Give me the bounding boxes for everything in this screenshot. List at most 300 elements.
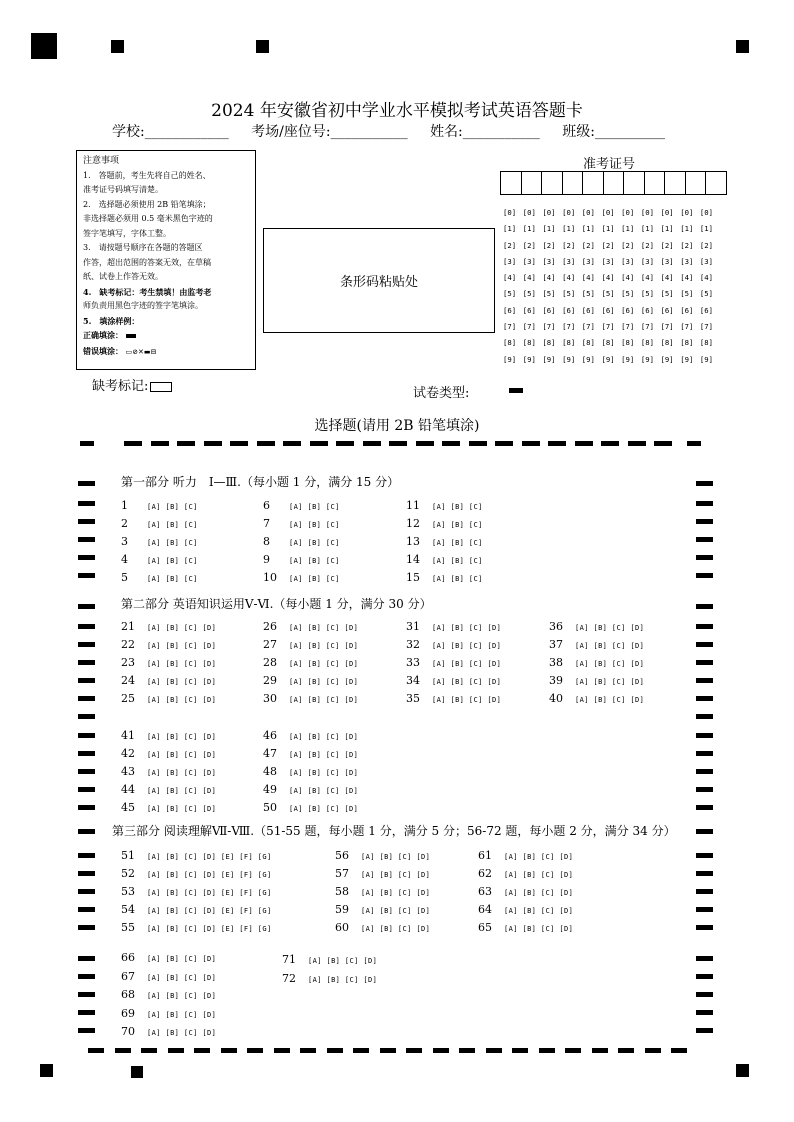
exam-id-bubble[interactable]: [1] — [581, 224, 595, 234]
question-number: 22 — [121, 638, 135, 651]
exam-id-bubble[interactable]: [5] — [699, 289, 714, 299]
exam-id-bubble[interactable]: [9] — [522, 354, 536, 364]
question-row — [263, 638, 358, 651]
question-row — [121, 553, 198, 566]
answer-bubbles[interactable]: [A] [B] [C] — [289, 557, 340, 565]
question-row — [263, 535, 340, 548]
timing-dash — [80, 441, 94, 446]
question-number: 15 — [406, 571, 420, 584]
timing-dash — [601, 441, 619, 446]
exam-id-bubble[interactable]: [8] — [562, 338, 576, 348]
timing-dash — [151, 441, 169, 446]
timing-mark — [111, 40, 124, 53]
timing-mark — [696, 604, 713, 609]
exam-id-bubble[interactable]: [7] — [581, 322, 595, 332]
exam-id-bubble[interactable]: [3] — [522, 256, 536, 266]
question-row — [406, 553, 483, 566]
exam-id-bubble[interactable]: [3] — [562, 256, 576, 266]
timing-dash — [628, 441, 646, 446]
exam-id-bubble[interactable]: [1] — [562, 224, 576, 234]
answer-bubbles[interactable]: [A] [B] [C] — [289, 503, 340, 511]
answer-bubbles[interactable]: [A] [B] [C] [D] — [575, 624, 645, 632]
question-row — [406, 517, 483, 530]
paper-type-bubble[interactable] — [509, 388, 523, 393]
question-number: 43 — [121, 765, 135, 778]
exam-id-bubble[interactable]: [4] — [503, 273, 517, 283]
timing-dash — [539, 1048, 555, 1053]
exam-id-digit-box[interactable] — [685, 171, 707, 195]
answer-bubbles[interactable]: [A] [B] [C] [D] [E] [F] [G] — [147, 889, 272, 897]
question-number: 13 — [406, 535, 420, 548]
exam-id-bubble[interactable]: [8] — [581, 338, 595, 348]
exam-id-bubble[interactable]: [1] — [680, 224, 694, 234]
exam-id-bubble[interactable]: [3] — [699, 256, 714, 266]
exam-id-bubble[interactable]: [0] — [640, 208, 654, 217]
question-row — [263, 783, 358, 796]
question-number: 27 — [263, 638, 277, 651]
exam-id-bubble[interactable]: [7] — [601, 322, 615, 332]
exam-id-bubble[interactable]: [8] — [699, 338, 714, 348]
timing-dash — [221, 1048, 237, 1053]
exam-id-bubble[interactable]: [6] — [581, 305, 595, 315]
exam-id-bubble[interactable]: [3] — [680, 256, 694, 266]
question-row — [121, 535, 198, 548]
question-row — [263, 747, 358, 760]
answer-bubbles[interactable]: [A] [B] [C] [D] — [361, 871, 431, 879]
name-field[interactable]: 姓名:___________ — [430, 124, 540, 140]
notice-line: 非选择题必须用 0.5 毫米黑色字迹的 — [83, 214, 213, 223]
timing-mark — [78, 481, 95, 486]
exam-id-bubble[interactable]: [3] — [660, 256, 674, 266]
exam-id-bubble[interactable]: [6] — [699, 305, 714, 315]
timing-mark — [78, 537, 95, 542]
answer-bubbles[interactable]: [A] [B] [C] [D] — [147, 696, 217, 704]
exam-id-bubble[interactable]: [7] — [522, 322, 536, 332]
exam-id-bubble[interactable]: [2] — [621, 240, 635, 250]
answer-bubbles[interactable]: [A] [B] [C] [D] — [575, 696, 645, 704]
answer-bubbles[interactable]: [A] [B] [C] [D] — [147, 660, 217, 668]
exam-id-bubble[interactable]: [3] — [581, 256, 595, 266]
part1-heading: 第一部分 听力 Ⅰ—Ⅲ.（每小题 1 分，满分 15 分） — [121, 475, 400, 489]
exam-id-bubble[interactable]: [5] — [503, 289, 517, 299]
exam-id-bubble[interactable]: [7] — [699, 322, 714, 332]
answer-bubbles[interactable]: [A] [B] [C] [D] — [289, 787, 359, 795]
exam-id-digit-box[interactable] — [521, 171, 543, 195]
exam-id-bubble[interactable]: [5] — [562, 289, 576, 299]
exam-id-digit-box[interactable] — [541, 171, 563, 195]
answer-bubbles[interactable]: [A] [B] [C] [D] [E] [F] [G] — [147, 907, 272, 915]
exam-id-bubble[interactable]: [4] — [522, 273, 536, 283]
timing-mark — [696, 660, 713, 665]
answer-bubbles[interactable]: [A] [B] [C] [D] — [289, 660, 359, 668]
exam-id-bubble[interactable]: [7] — [562, 322, 576, 332]
exam-id-bubble[interactable]: [0] — [660, 208, 674, 217]
timing-mark — [78, 660, 95, 665]
exam-id-bubble[interactable]: [1] — [522, 224, 536, 234]
exam-id-bubble[interactable]: [5] — [581, 289, 595, 299]
notice-line: 师负责用黑色字迹的签字笔填涂。 — [83, 301, 203, 310]
room-field[interactable]: 考场/座位号:___________ — [251, 124, 408, 140]
question-row — [121, 692, 216, 705]
notice-line: 3. 请按题号顺序在各题的答题区 — [83, 243, 203, 252]
answer-bubbles[interactable]: [A] [B] [C] [D] — [289, 769, 359, 777]
timing-dash — [194, 1048, 210, 1053]
answer-bubbles[interactable]: [A] [B] [C] [D] — [289, 733, 359, 741]
exam-id-bubble[interactable]: [6] — [621, 305, 635, 315]
question-row — [121, 638, 216, 651]
answer-bubbles[interactable]: [A] [B] [C] [D] — [289, 805, 359, 813]
exam-id-bubble[interactable]: [1] — [503, 224, 517, 234]
answer-bubbles[interactable]: [A] [B] [C] [D] — [147, 751, 217, 759]
exam-id-bubble[interactable]: [4] — [601, 273, 615, 283]
exam-id-bubble[interactable]: [6] — [522, 305, 536, 315]
exam-id-bubble[interactable]: [2] — [522, 240, 536, 250]
exam-id-bubble[interactable]: [1] — [699, 224, 714, 234]
timing-mark — [78, 1010, 95, 1015]
answer-bubbles[interactable]: [A] [B] [C] [D] — [147, 624, 217, 632]
answer-bubbles[interactable]: [A] [B] [C] — [432, 503, 483, 511]
exam-id-bubble[interactable]: [1] — [660, 224, 674, 234]
answer-bubbles[interactable]: [A] [B] [C] — [289, 575, 340, 583]
answer-bubbles[interactable]: [A] [B] [C] [D] — [147, 733, 217, 741]
question-number: 9 — [263, 553, 270, 566]
exam-id-bubble[interactable]: [1] — [601, 224, 615, 234]
exam-id-bubble[interactable]: [8] — [601, 338, 615, 348]
answer-bubbles[interactable]: [A] [B] [C] [D] — [432, 678, 502, 686]
exam-id-boxes[interactable] — [501, 171, 727, 195]
answer-bubbles[interactable]: [A] [B] [C] [D] [E] [F] [G] — [147, 925, 272, 933]
exam-id-bubble[interactable]: [2] — [640, 240, 654, 250]
exam-id-bubble[interactable]: [4] — [699, 273, 714, 283]
exam-id-bubble[interactable]: [3] — [621, 256, 635, 266]
exam-id-bubble[interactable]: [7] — [621, 322, 635, 332]
exam-id-bubble[interactable]: [7] — [660, 322, 674, 332]
answer-bubbles[interactable]: [A] [B] [C] [D] — [504, 889, 574, 897]
answer-bubbles[interactable]: [A] [B] [C] — [432, 521, 483, 529]
exam-id-bubble[interactable]: [8] — [522, 338, 536, 348]
question-row — [263, 620, 358, 633]
question-number: 2 — [121, 517, 128, 530]
exam-id-bubble[interactable]: [4] — [660, 273, 674, 283]
question-number: 54 — [121, 903, 135, 916]
exam-id-bubble[interactable]: [7] — [503, 322, 517, 332]
timing-dash — [687, 441, 701, 446]
exam-id-bubble[interactable]: [9] — [660, 354, 674, 364]
notice-heading: 注意事项 — [83, 156, 120, 166]
answer-bubbles[interactable]: [A] [B] [C] — [147, 539, 198, 547]
exam-id-bubble[interactable]: [2] — [562, 240, 576, 250]
exam-id-bubble[interactable]: [9] — [503, 354, 517, 364]
exam-id-digit-row — [503, 224, 720, 240]
question-number: 48 — [263, 765, 277, 778]
exam-id-bubble[interactable]: [9] — [601, 354, 615, 364]
exam-id-bubble[interactable]: [1] — [621, 224, 635, 234]
answer-bubbles[interactable]: [A] [B] [C] [D] — [147, 973, 217, 982]
exam-id-bubble[interactable]: [6] — [542, 305, 556, 315]
exam-id-bubble[interactable]: [9] — [621, 354, 635, 364]
exam-id-bubble[interactable]: [2] — [542, 240, 556, 250]
exam-id-bubble[interactable]: [8] — [640, 338, 654, 348]
answer-bubbles[interactable]: [A] [B] [C] [D] — [289, 751, 359, 759]
exam-id-digit-box[interactable] — [603, 171, 625, 195]
answer-bubbles[interactable]: [A] [B] [C] [D] — [289, 696, 359, 704]
answer-bubbles[interactable]: [A] [B] [C] [D] — [361, 925, 431, 933]
timing-mark — [78, 642, 95, 647]
timing-mark — [78, 787, 95, 792]
school-field[interactable]: 学校:____________ — [112, 124, 229, 140]
timing-dash — [406, 1048, 422, 1053]
timing-mark — [78, 925, 95, 930]
question-row — [121, 765, 216, 778]
missing-checkbox[interactable] — [150, 382, 172, 392]
exam-id-bubble[interactable]: [9] — [640, 354, 654, 364]
exam-id-bubble[interactable]: [5] — [621, 289, 635, 299]
question-row — [121, 620, 216, 633]
timing-dash — [274, 1048, 290, 1053]
exam-id-bubble[interactable]: [0] — [542, 208, 556, 217]
answer-bubbles[interactable]: [A] [B] [C] [D] — [147, 769, 217, 777]
exam-id-bubble[interactable]: [7] — [542, 322, 556, 332]
timing-mark — [696, 481, 713, 486]
question-number: 53 — [121, 885, 135, 898]
exam-id-digit-box[interactable] — [705, 171, 727, 195]
answer-bubbles[interactable]: [A] [B] [C] [D] — [575, 642, 645, 650]
exam-id-bubble[interactable]: [0] — [581, 208, 595, 217]
exam-id-bubble[interactable]: [4] — [542, 273, 556, 283]
timing-dash — [654, 441, 672, 446]
exam-id-bubble[interactable]: [6] — [562, 305, 576, 315]
exam-id-bubble[interactable]: [5] — [680, 289, 694, 299]
exam-id-bubble[interactable]: [6] — [503, 305, 517, 315]
exam-id-bubble[interactable]: [4] — [562, 273, 576, 283]
timing-mark — [78, 519, 95, 524]
exam-id-digit-box[interactable] — [562, 171, 584, 195]
answer-bubbles[interactable]: [A] [B] [C] [D] — [289, 678, 359, 686]
question-number: 40 — [549, 692, 563, 705]
answer-bubbles[interactable]: [A] [B] [C] — [432, 557, 483, 565]
exam-id-bubble[interactable]: [0] — [621, 208, 635, 217]
timing-mark — [696, 519, 713, 524]
exam-id-digit-row — [503, 241, 720, 257]
question-number: 44 — [121, 783, 135, 796]
exam-id-bubble[interactable]: [2] — [660, 240, 674, 250]
exam-id-bubble[interactable]: [7] — [640, 322, 654, 332]
exam-id-bubble[interactable]: [8] — [542, 338, 556, 348]
answer-bubbles[interactable]: [A] [B] [C] — [147, 521, 198, 529]
answer-bubbles[interactable]: [A] [B] [C] — [147, 575, 198, 583]
exam-id-bubble[interactable]: [9] — [699, 354, 714, 364]
class-field[interactable]: 班级:__________ — [562, 124, 665, 140]
timing-dash — [645, 1048, 661, 1053]
timing-dash — [486, 1048, 502, 1053]
question-number: 29 — [263, 674, 277, 687]
answer-bubbles[interactable]: [A] [B] [C] [D] — [432, 624, 502, 632]
answer-bubbles[interactable]: [A] [B] [C] [D] [E] [F] [G] — [147, 853, 272, 861]
answer-bubbles[interactable]: [A] [B] [C] [D] — [575, 660, 645, 668]
exam-id-bubble[interactable]: [6] — [640, 305, 654, 315]
answer-bubbles[interactable]: [A] [B] [C] [D] — [504, 871, 574, 879]
answer-bubbles[interactable]: [A] [B] [C] [D] — [147, 787, 217, 795]
question-number: 11 — [406, 499, 420, 512]
notice-line: 纸、试卷上作答无效。 — [83, 272, 163, 281]
exam-id-bubble[interactable]: [2] — [699, 240, 714, 250]
timing-dash — [88, 1048, 104, 1053]
answer-bubbles[interactable]: [A] [B] [C] — [432, 575, 483, 583]
exam-id-digit-box[interactable] — [500, 171, 522, 195]
exam-id-bubble[interactable]: [3] — [542, 256, 556, 266]
question-row — [406, 638, 501, 651]
exam-id-bubble[interactable]: [6] — [660, 305, 674, 315]
exam-id-bubble[interactable]: [9] — [581, 354, 595, 364]
question-number: 67 — [121, 969, 135, 983]
timing-dash — [247, 1048, 263, 1053]
exam-id-bubble[interactable]: [8] — [660, 338, 674, 348]
question-row — [406, 692, 501, 705]
answer-bubbles[interactable]: [A] [B] [C] [D] — [147, 642, 217, 650]
question-number: 34 — [406, 674, 420, 687]
exam-id-bubble[interactable]: [6] — [601, 305, 615, 315]
exam-id-bubble[interactable]: [3] — [640, 256, 654, 266]
exam-id-digit-box[interactable] — [623, 171, 645, 195]
answer-bubbles[interactable]: [A] [B] [C] [D] — [289, 642, 359, 650]
answer-bubbles[interactable]: [A] [B] [C] [D] — [361, 907, 431, 915]
exam-id-bubble[interactable]: [8] — [680, 338, 694, 348]
exam-id-digit-box[interactable] — [644, 171, 666, 195]
exam-id-bubble[interactable]: [7] — [680, 322, 694, 332]
question-number: 63 — [478, 885, 492, 898]
exam-id-bubble[interactable]: [4] — [640, 273, 654, 283]
timing-mark — [696, 678, 713, 683]
timing-mark — [78, 805, 95, 810]
question-row — [282, 953, 377, 966]
answer-bubbles[interactable]: [A] [B] [C] — [147, 503, 198, 511]
exam-id-bubble[interactable]: [4] — [680, 273, 694, 283]
question-row — [263, 801, 358, 814]
answer-bubbles[interactable]: [A] [B] [C] [D] — [504, 925, 574, 933]
exam-id-bubble[interactable]: [2] — [503, 240, 517, 250]
answer-bubbles[interactable]: [A] [B] [C] [D] — [147, 678, 217, 686]
timing-mark — [696, 769, 713, 774]
timing-mark — [696, 956, 713, 961]
answer-bubbles[interactable]: [A] [B] [C] [D] — [147, 992, 217, 1000]
question-row — [549, 638, 644, 651]
timing-mark — [78, 573, 95, 578]
exam-id-bubble[interactable]: [1] — [542, 224, 556, 234]
answer-bubbles[interactable]: [A] [B] [C] [D] — [289, 624, 359, 632]
question-number: 37 — [549, 638, 563, 651]
exam-id-digit-box[interactable] — [582, 171, 604, 195]
exam-id-bubble[interactable]: [6] — [680, 305, 694, 315]
question-row — [335, 921, 430, 934]
answer-bubbles[interactable]: [A] [B] [C] [D] [E] [F] [G] — [147, 871, 272, 879]
timing-dash — [300, 1048, 316, 1053]
exam-id-bubble[interactable]: [5] — [640, 289, 654, 299]
exam-id-bubble[interactable]: [2] — [680, 240, 694, 250]
answer-bubbles[interactable]: [A] [B] [C] [D] — [308, 975, 378, 984]
answer-bubbles[interactable]: [A] [B] [C] [D] — [361, 853, 431, 861]
timing-dash — [124, 441, 142, 446]
exam-id-bubble[interactable]: [1] — [640, 224, 654, 234]
exam-id-bubble[interactable]: [5] — [601, 289, 615, 299]
answer-bubbles[interactable]: [A] [B] [C] [D] — [308, 957, 378, 965]
question-number: 46 — [263, 729, 277, 742]
exam-id-bubble[interactable]: [2] — [581, 240, 595, 250]
exam-id-bubble[interactable]: [5] — [522, 289, 536, 299]
question-number: 59 — [335, 903, 349, 916]
question-row — [549, 674, 644, 687]
question-row — [549, 656, 644, 669]
answer-bubbles[interactable]: [A] [B] [C] [D] — [504, 853, 574, 861]
exam-id-digit-row — [503, 208, 720, 224]
answer-bubbles[interactable]: [A] [B] [C] — [147, 557, 198, 565]
answer-bubbles[interactable]: [A] [B] [C] [D] — [432, 660, 502, 668]
question-row — [478, 921, 573, 934]
exam-id-bubble[interactable]: [3] — [601, 256, 615, 266]
timing-mark — [78, 624, 95, 629]
answer-bubbles[interactable]: [A] [B] [C] [D] — [432, 642, 502, 650]
answer-bubbles[interactable]: [A] [B] [C] — [289, 521, 340, 529]
exam-id-bubble[interactable]: [0] — [601, 208, 615, 217]
answer-bubbles[interactable]: [A] [B] [C] [D] — [147, 1010, 217, 1019]
exam-id-digit-box[interactable] — [664, 171, 686, 195]
exam-id-bubble[interactable]: [0] — [699, 208, 714, 217]
exam-id-bubble[interactable]: [9] — [562, 354, 576, 364]
exam-id-bubble[interactable]: [9] — [542, 354, 556, 364]
question-number: 69 — [121, 1006, 135, 1020]
answer-bubbles[interactable]: [A] [B] [C] [D] — [147, 1029, 217, 1037]
question-row — [121, 674, 216, 687]
timing-dash — [283, 441, 301, 446]
exam-id-bubble[interactable]: [5] — [660, 289, 674, 299]
answer-bubbles[interactable]: [A] [B] [C] [D] — [147, 955, 217, 963]
exam-id-bubble[interactable]: [4] — [621, 273, 635, 283]
answer-bubbles[interactable]: [A] [B] [C] [D] — [147, 805, 217, 813]
timing-dash — [204, 441, 222, 446]
question-row — [478, 849, 573, 862]
answer-bubbles[interactable]: [A] [B] [C] [D] — [432, 696, 502, 704]
exam-id-bubble[interactable]: [2] — [601, 240, 615, 250]
timing-dash — [495, 441, 513, 446]
exam-id-bubble[interactable]: [8] — [503, 338, 517, 348]
question-row — [121, 1025, 216, 1038]
exam-id-bubble-grid[interactable] — [503, 208, 720, 371]
exam-id-digit-row — [503, 355, 720, 371]
question-row — [263, 517, 340, 530]
question-number: 32 — [406, 638, 420, 651]
answer-bubbles[interactable]: [A] [B] [C] [D] — [504, 907, 574, 915]
exam-id-bubble[interactable]: [0] — [562, 208, 576, 217]
exam-id-bubble[interactable]: [3] — [503, 256, 517, 266]
exam-id-bubble[interactable]: [0] — [680, 208, 694, 217]
notice-box — [76, 150, 256, 370]
exam-id-bubble[interactable]: [4] — [581, 273, 595, 283]
timing-mark — [696, 787, 713, 792]
timing-mark — [696, 642, 713, 647]
answer-bubbles[interactable]: [A] [B] [C] [D] — [361, 889, 431, 897]
exam-id-bubble[interactable]: [8] — [621, 338, 635, 348]
exam-id-bubble[interactable]: [0] — [522, 208, 536, 217]
missing-mark: 缺考标记: — [92, 375, 172, 394]
answer-bubbles[interactable]: [A] [B] [C] — [432, 539, 483, 547]
timing-mark — [736, 1064, 749, 1077]
answer-bubbles[interactable]: [A] [B] [C] — [289, 539, 340, 547]
timing-mark — [696, 573, 713, 578]
exam-id-bubble[interactable]: [0] — [503, 208, 517, 217]
question-row — [549, 692, 644, 705]
exam-id-bubble[interactable]: [5] — [542, 289, 556, 299]
exam-id-bubble[interactable]: [9] — [680, 354, 694, 364]
answer-bubbles[interactable]: [A] [B] [C] [D] — [575, 678, 645, 686]
